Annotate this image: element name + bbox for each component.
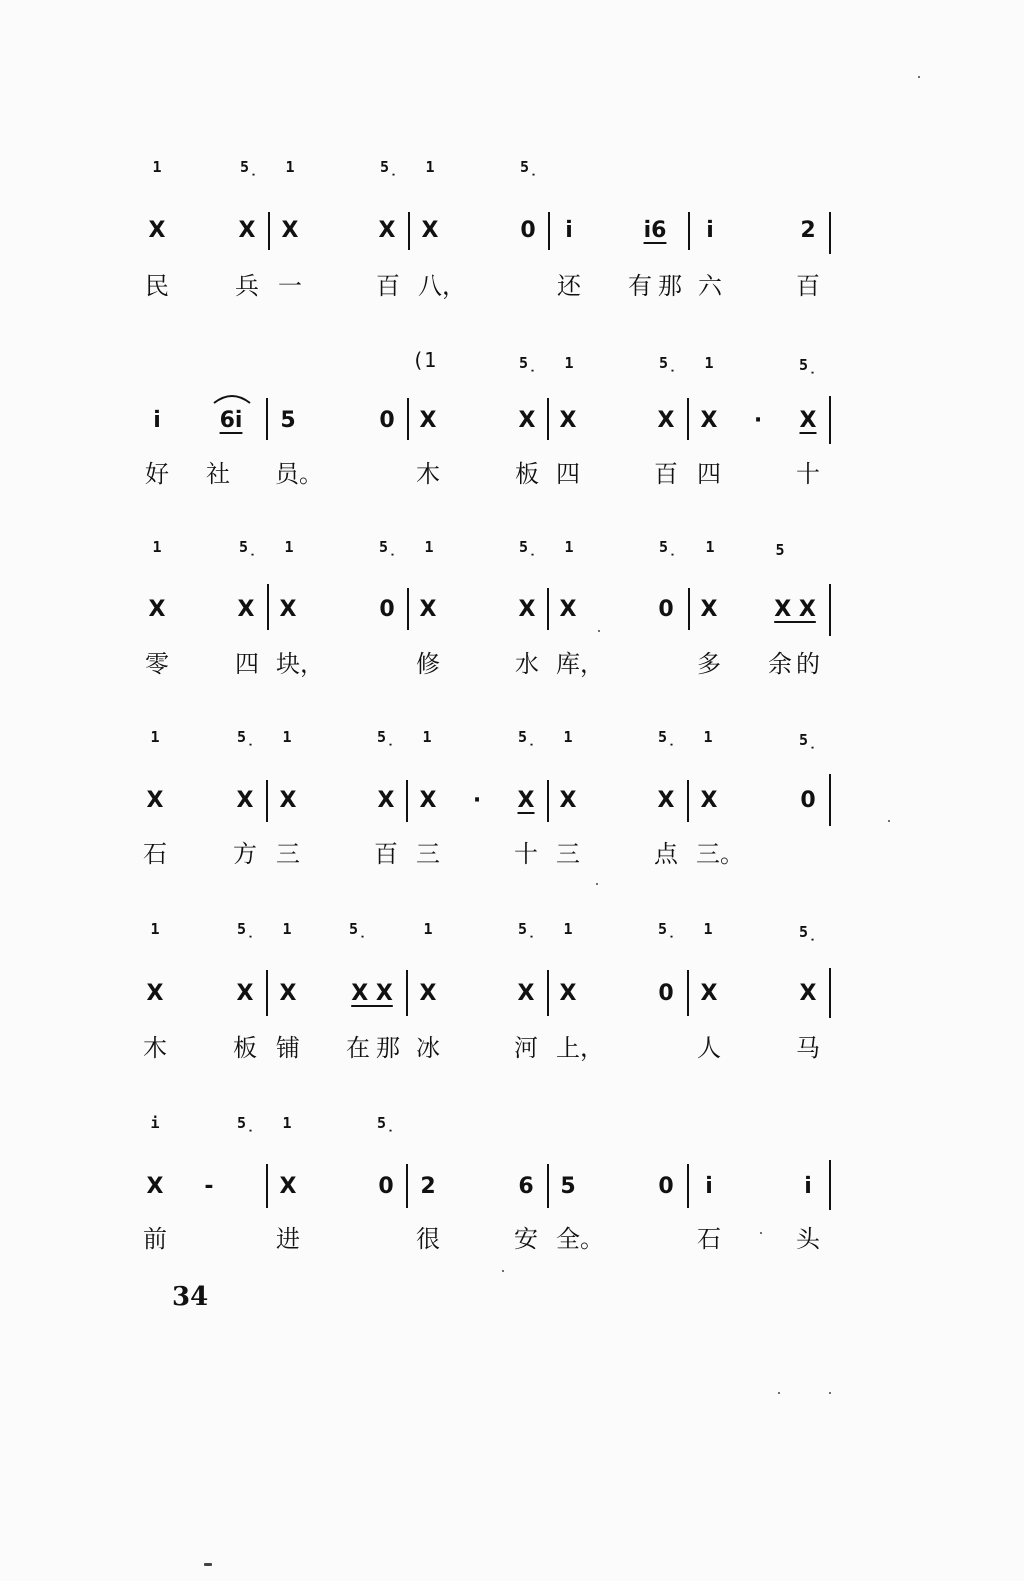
percussion-mark: 5 — [775, 541, 785, 559]
bar-line — [687, 970, 689, 1016]
percussion-mark: 1 — [150, 920, 160, 938]
note: X — [559, 408, 577, 433]
lyric: 那 — [376, 1034, 400, 1062]
note: i̇ — [565, 218, 573, 243]
note: 2 — [420, 1174, 436, 1199]
percussion-mark: 5̣ — [658, 354, 678, 372]
note: X — [518, 597, 536, 622]
bar-line — [266, 1164, 268, 1208]
lyric: 那 — [658, 272, 682, 300]
note: X — [517, 981, 535, 1006]
percussion-mark: 1 — [563, 728, 573, 746]
percussion-mark: 5̣ — [657, 920, 677, 938]
note-group: X X — [774, 597, 816, 622]
note: X — [146, 1174, 164, 1199]
scan-speck — [888, 820, 890, 822]
bar-line — [829, 584, 831, 636]
percussion-mark: 1 — [152, 538, 162, 556]
lyric: 好 — [145, 460, 169, 488]
note: 5 — [560, 1174, 576, 1199]
note: X — [700, 981, 718, 1006]
note-group: i̇6 — [643, 218, 667, 243]
percussion-mark: 5̣ — [236, 1114, 256, 1132]
scan-speck — [598, 630, 600, 632]
percussion-mark: 5̣ — [519, 158, 539, 176]
bar-line — [688, 588, 690, 630]
note: X — [559, 981, 577, 1006]
note: X — [146, 788, 164, 813]
percussion-mark: 1 — [152, 158, 162, 176]
bar-line — [407, 398, 409, 440]
scan-speck — [778, 1392, 780, 1394]
note: X — [148, 597, 166, 622]
note: X — [419, 597, 437, 622]
note: X — [281, 218, 299, 243]
percussion-mark: 1 — [704, 354, 714, 372]
percussion-mark: 5̣ — [376, 1114, 396, 1132]
note: X — [378, 218, 396, 243]
lyric: 员。 — [275, 460, 323, 488]
dot: · — [472, 788, 482, 813]
note: X — [559, 597, 577, 622]
rest: 0 — [379, 408, 395, 433]
bar-line — [688, 212, 690, 250]
percussion-mark: 1 — [150, 728, 160, 746]
bar-line — [268, 212, 270, 250]
lyric: 十 — [514, 840, 538, 868]
percussion-mark: 1 — [282, 728, 292, 746]
note: i̇ — [804, 1174, 812, 1199]
lyric: 十 — [796, 460, 820, 488]
note: X — [700, 788, 718, 813]
bar-line — [829, 968, 831, 1018]
lyric: 头 — [796, 1225, 820, 1253]
percussion-mark: 1 — [705, 538, 715, 556]
bar-line — [266, 398, 268, 440]
note: X — [518, 408, 536, 433]
bar-line — [266, 970, 268, 1016]
note: X — [148, 218, 166, 243]
percussion-mark: 5̣ — [798, 731, 818, 749]
lyric: 修 — [416, 650, 440, 678]
percussion-mark: 5̣ — [658, 538, 678, 556]
rest: 0 — [520, 218, 536, 243]
percussion-mark: 1 — [282, 920, 292, 938]
note: X — [279, 597, 297, 622]
note: i̇ — [705, 1174, 713, 1199]
percussion-mark: 5̣ — [518, 354, 538, 372]
percussion-mark: 5̣ — [517, 728, 537, 746]
percussion-mark: 5̣ — [376, 728, 396, 746]
lyric: 板 — [233, 1034, 257, 1062]
percussion-mark: 1 — [703, 920, 713, 938]
lyric: 水 — [515, 650, 539, 678]
scan-speck — [596, 883, 598, 885]
note: X — [700, 597, 718, 622]
bar-line — [406, 970, 408, 1016]
lyric: 前 — [143, 1225, 167, 1253]
note-group: X X — [351, 981, 393, 1006]
lyric: 六 — [698, 272, 722, 300]
lyric: 人 — [697, 1034, 721, 1062]
note: i̇ — [153, 408, 161, 433]
lyric: 四 — [697, 460, 721, 488]
note: X — [657, 788, 675, 813]
lyric: 三 — [556, 840, 580, 868]
percussion-mark: i — [150, 1114, 160, 1132]
percussion-mark: 5̣ — [378, 538, 398, 556]
note: X — [236, 981, 254, 1006]
bar-line — [408, 212, 410, 250]
note: X — [517, 788, 535, 813]
percussion-mark: 5̣ — [236, 920, 256, 938]
scan-speck — [204, 1563, 212, 1566]
note: X — [657, 408, 675, 433]
note: X — [419, 788, 437, 813]
lyric: 马 — [796, 1034, 820, 1062]
lyric: 铺 — [276, 1034, 300, 1062]
lyric: 兵 — [235, 272, 259, 300]
percussion-mark: 1 — [422, 728, 432, 746]
lyric: 四 — [556, 460, 580, 488]
rest: 0 — [658, 1174, 674, 1199]
lyric: 一 — [278, 272, 302, 300]
note: X — [279, 1174, 297, 1199]
bar-line — [547, 1164, 549, 1208]
percussion-mark: 5̣ — [657, 728, 677, 746]
percussion-mark: 5̣ — [236, 728, 256, 746]
lyric: 四 — [235, 650, 259, 678]
lyric: 还 — [557, 272, 581, 300]
lyric: 木 — [416, 460, 440, 488]
lyric: 点 — [654, 840, 678, 868]
rest: 0 — [378, 1174, 394, 1199]
percussion-mark: 5̣ — [239, 158, 259, 176]
lyric: 百 — [374, 840, 398, 868]
rest: 0 — [658, 981, 674, 1006]
bar-line — [548, 212, 550, 250]
lyric: 石 — [697, 1225, 721, 1253]
percussion-mark: 1 — [423, 920, 433, 938]
note: X — [279, 981, 297, 1006]
bar-line — [687, 398, 689, 440]
bar-line — [687, 780, 689, 822]
note: X — [377, 788, 395, 813]
lyric: 全。 — [556, 1225, 604, 1253]
lyric: 百 — [654, 460, 678, 488]
percussion-mark: 1 — [282, 1114, 292, 1132]
percussion-mark: 5̣ — [238, 538, 258, 556]
lyric: 石 — [143, 840, 167, 868]
percussion-mark: 1 — [703, 728, 713, 746]
percussion-mark: 5̣ — [798, 923, 818, 941]
lyric: 社 — [206, 460, 230, 488]
scan-speck — [760, 1232, 762, 1234]
bar-line — [547, 780, 549, 822]
note: X — [279, 788, 297, 813]
note: X — [799, 408, 817, 433]
lyric: 有 — [628, 272, 652, 300]
rest: 0 — [658, 597, 674, 622]
bar-line — [406, 1164, 408, 1208]
percussion-mark: 5̣ — [518, 538, 538, 556]
lyric: 零 — [145, 650, 169, 678]
bar-line — [547, 398, 549, 440]
note: X — [237, 597, 255, 622]
lyric: 三。 — [696, 840, 744, 868]
bar-line — [547, 588, 549, 630]
bar-line — [407, 588, 409, 630]
note: X — [559, 788, 577, 813]
lyric: 百 — [796, 272, 820, 300]
lyric: 方 — [233, 840, 257, 868]
note-group: 6i̇ — [219, 408, 243, 433]
percussion-mark: 5̣ — [348, 920, 368, 938]
note: X — [236, 788, 254, 813]
percussion-mark: 1 — [285, 158, 295, 176]
percussion-mark: 1 — [563, 920, 573, 938]
bar-line — [266, 780, 268, 822]
note: X — [419, 408, 437, 433]
slur-mark — [212, 391, 252, 405]
note: i̇ — [706, 218, 714, 243]
percussion-mark: 1 — [425, 158, 435, 176]
rest: 0 — [800, 788, 816, 813]
lyric: 块， — [276, 650, 324, 678]
dot: · — [753, 408, 763, 433]
note: X — [700, 408, 718, 433]
lyric: 库， — [556, 650, 604, 678]
scan-speck — [502, 1270, 504, 1272]
lyric: 进 — [276, 1225, 300, 1253]
note: X — [421, 218, 439, 243]
note: X — [146, 981, 164, 1006]
bar-line — [829, 774, 831, 826]
percussion-mark: 5̣ — [798, 356, 818, 374]
lyric: 冰 — [416, 1034, 440, 1062]
bar-line — [829, 1160, 831, 1210]
lyric: 在 — [346, 1034, 370, 1062]
note: 5 — [280, 408, 296, 433]
lyric: 三 — [276, 840, 300, 868]
note: X — [419, 981, 437, 1006]
note: X — [238, 218, 256, 243]
bar-line — [829, 396, 831, 444]
scan-speck — [829, 1392, 831, 1394]
note: X — [799, 981, 817, 1006]
bar-line — [547, 970, 549, 1016]
lyric: 的 — [796, 650, 820, 678]
percussion-mark: 1 — [564, 354, 574, 372]
bar-line — [687, 1164, 689, 1208]
lyric: 安 — [514, 1225, 538, 1253]
lyric: 多 — [697, 650, 721, 678]
lyric: 很 — [416, 1225, 440, 1253]
lyric: 木 — [143, 1034, 167, 1062]
percussion-mark: 5̣ — [517, 920, 537, 938]
scan-speck — [918, 76, 920, 78]
percussion-mark: 1 — [284, 538, 294, 556]
lyric: 八， — [418, 272, 466, 300]
lyric: 上， — [556, 1034, 604, 1062]
page-number: 34 — [172, 1282, 209, 1312]
note: 6 — [518, 1174, 534, 1199]
percussion-mark: 1 — [424, 538, 434, 556]
dash: - — [204, 1174, 214, 1199]
percussion-mark: 1 — [564, 538, 574, 556]
percussion-mark: (1 — [411, 348, 437, 372]
percussion-mark: 5̣ — [379, 158, 399, 176]
bar-line — [829, 212, 831, 254]
lyric: 河 — [514, 1034, 538, 1062]
note: 2 — [800, 218, 816, 243]
lyric: 板 — [515, 460, 539, 488]
lyric: 百 — [376, 272, 400, 300]
bar-line — [406, 780, 408, 822]
lyric: 民 — [145, 272, 169, 300]
rest: 0 — [379, 597, 395, 622]
lyric: 余 — [768, 650, 792, 678]
lyric: 三 — [416, 840, 440, 868]
bar-line — [267, 584, 269, 630]
